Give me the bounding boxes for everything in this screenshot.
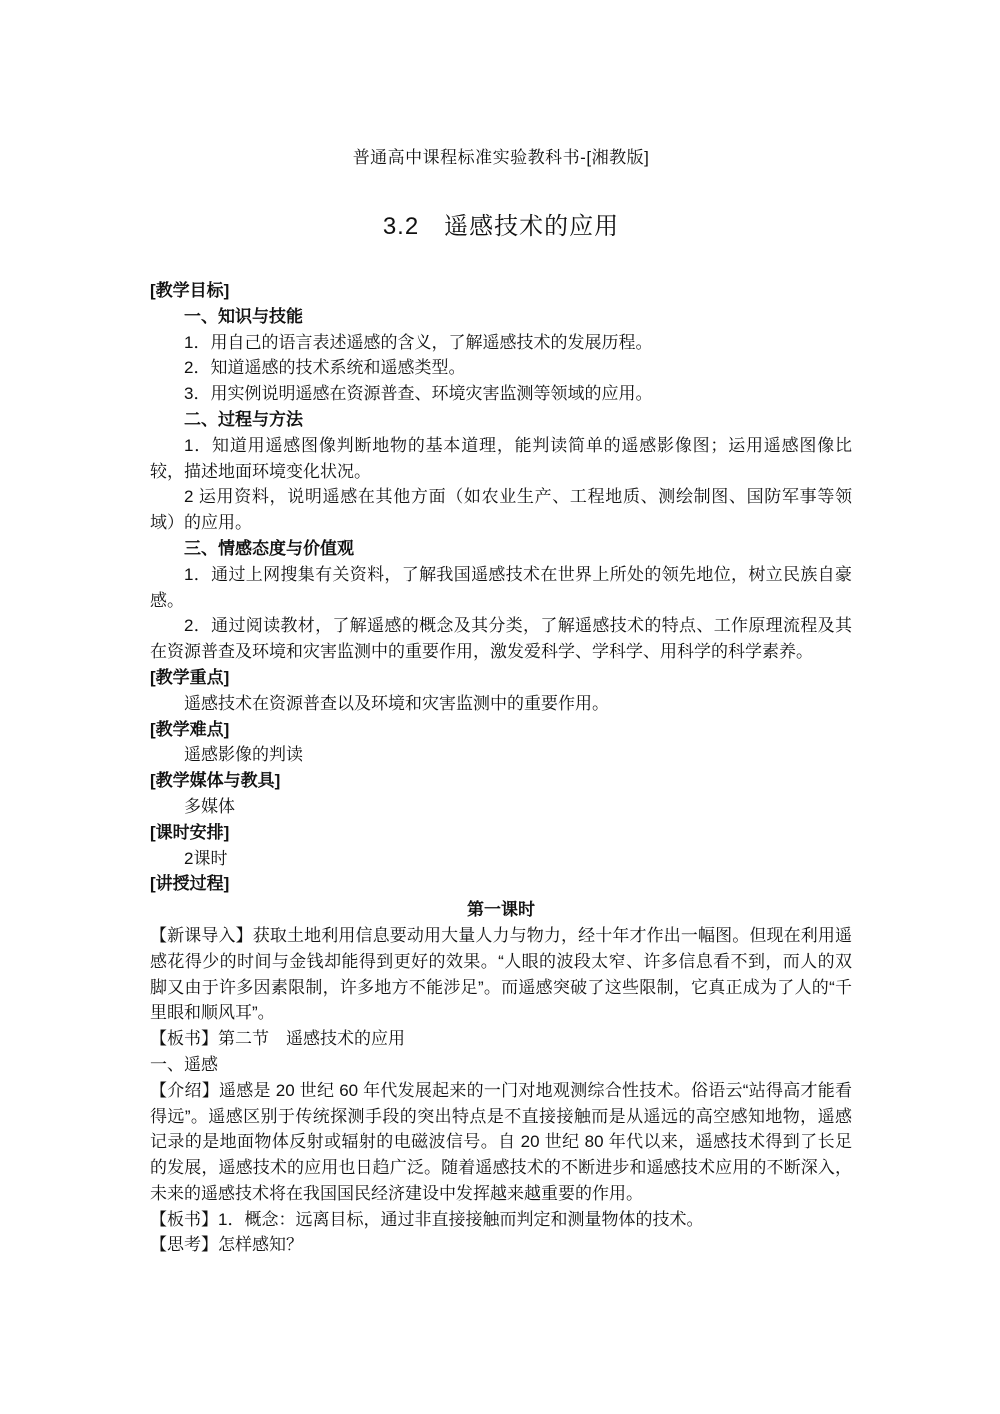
goals-affect-item-2: 2．通过阅读教材，了解遥感的概念及其分类，了解遥感技术的特点、工作原理流程及其在资源普查及环境和灾害监测中的重要作用，激发爱科学、学科学、用科学的科学素养。 — [150, 616, 852, 662]
goals-knowledge-item-1: 1．用自己的语言表述遥感的含义，了解遥感技术的发展历程。 — [184, 332, 653, 352]
lesson-1-intro-paragraph: 【新课导入】获取土地利用信息要动用大量人力与物力，经十年才作出一幅图。但现在利用遥感花得少的时间与金钱却能得到更好的效果。“人眼的波段太窄、许多信息看不到，而人的双脚又由于许多因素限制，许多地方不能涉足”。而遥感突破了这些限制，它真正成为了人的“千里眼和顺风耳”。 — [150, 925, 852, 1023]
page-title: 3.2 遥感技术的应用 — [382, 213, 620, 240]
schedule-text: 2课时 — [184, 848, 228, 868]
goals-knowledge-item-2: 2．知道遥感的技术系统和遥感类型。 — [184, 358, 466, 378]
goals-process-item-2: 2 运用资料，说明遥感在其他方面（如农业生产、工程地质、测绘制图、国防军事等领域）的应用。 — [150, 487, 852, 533]
schedule-header: [课时安排] — [150, 822, 230, 842]
lesson-1-board-note-1: 【板书】第二节 遥感技术的应用 — [150, 1029, 405, 1049]
lesson-1-title: 第一课时 — [467, 900, 535, 920]
goals-section-knowledge-title: 一、知识与技能 — [184, 306, 303, 326]
document-body — [150, 278, 852, 1258]
lesson-1-topic-1: 一、遥感 — [150, 1054, 218, 1074]
teaching-media-header: [教学媒体与教具] — [150, 771, 281, 791]
teaching-media-text: 多媒体 — [184, 796, 235, 816]
teaching-process-header: [讲授过程] — [150, 874, 230, 894]
lesson-1-board-note-2: 【板书】1．概念：远离目标，通过非直接接触而判定和测量物体的技术。 — [150, 1209, 704, 1229]
difficulties-header: [教学难点] — [150, 719, 230, 739]
goals-section-affect-title: 三、情感态度与价值观 — [184, 538, 354, 558]
document-header: 普通高中课程标准实验教科书-[湘教版] — [352, 148, 650, 167]
teaching-goals-header: [教学目标] — [150, 281, 230, 300]
key-points-text: 遥感技术在资源普查以及环境和灾害监测中的重要作用。 — [184, 693, 609, 713]
goals-affect-item-1: 1．通过上网搜集有关资料，了解我国遥感技术在世界上所处的领先地位，树立民族自豪感。 — [150, 564, 852, 610]
goals-section-process-title: 二、过程与方法 — [184, 409, 303, 429]
difficulties-text: 遥感影像的判读 — [184, 745, 303, 765]
goals-knowledge-item-3: 3．用实例说明遥感在资源普查、环境灾害监测等领域的应用。 — [184, 384, 653, 404]
lesson-1-think-question: 【思考】怎样感知？ — [150, 1235, 303, 1255]
goals-process-item-1: 1．知道用遥感图像判断地物的基本道理，能判读简单的遥感影像图；运用遥感图像比较，描述地面环境变化状况。 — [150, 435, 852, 481]
lesson-1-introduction-paragraph: 【介绍】遥感是 20 世纪 60 年代发展起来的一门对地观测综合性技术。俗语云“站得高才能看得远”。遥感区别于传统探测手段的突出特点是不直接接触而是从遥远的高空感知地物，遥感记录的是地面物体反射或辐射的电磁波信号。自 20 世纪 80 年代以来，遥感技术得到了长足的发展，遥感技术的应用也日趋广泛。随着遥感技术的不断进步和遥感技术应用的不断深入，未来的遥感技术将在我国国民经济建设中发挥越来越重要的作用。 — [150, 1080, 852, 1203]
key-points-header: [教学重点] — [150, 667, 230, 687]
